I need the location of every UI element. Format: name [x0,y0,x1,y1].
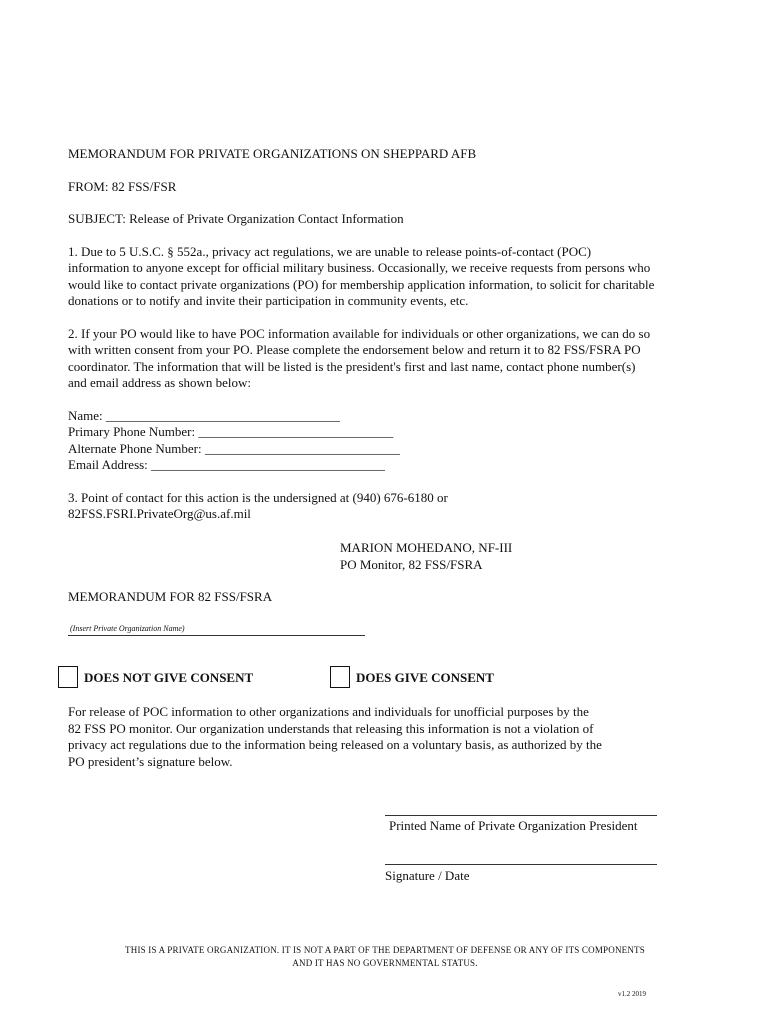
paragraph-line: PO president’s signature below. [68,753,233,769]
alternate-phone-field[interactable]: Alternate Phone Number: ______________________________ [68,440,400,456]
signer-title: PO Monitor, 82 FSS/FSRA [340,557,483,572]
paragraph-line: 3. Point of contact for this action is the undersigned at (940) 676-6180 or [68,489,448,505]
printed-name-line[interactable] [385,815,657,816]
email-field[interactable]: Email Address: ____________________________________ [68,457,386,472]
release-paragraph [68,704,602,770]
paragraph-line: would like to contact private organizations (PO) for membership application information, to solicit for charitable [68,276,655,292]
paragraph-1 [68,244,708,310]
contact-fields [68,408,708,474]
paragraph-line: For release of POC information to other organizations and individuals for unofficial purposes by the [68,704,589,719]
memo-subject: SUBJECT: Release of Private Organization Contact Information [68,211,404,226]
disclaimer-footer [0,944,770,970]
organization-name-field[interactable] [68,621,365,636]
paragraph-line: 82 FSS PO monitor. Our organization understands that releasing this information is not a violation of [68,720,594,736]
memorandum-body [68,146,708,539]
paragraph-line: 1. Due to 5 U.S.C. § 552a., privacy act regulations, we are unable to release points-of-contact (POC) [68,243,592,259]
no-consent-checkbox[interactable] [58,666,78,688]
paragraph-3 [68,490,708,523]
disclaimer-line-2: AND IT HAS NO GOVERNMENTAL STATUS. [292,958,478,968]
consent-checkbox[interactable] [330,666,350,688]
name-field[interactable]: Name: ____________________________________ [68,407,340,423]
paragraph-line: with written consent from your PO. Please complete the endorsement below and return it to 82 FSS/FSRA PO [68,342,641,357]
paragraph-line: and email address as shown below: [68,375,252,390]
endorsement-header: MEMORANDUM FOR 82 FSS/FSRA [68,589,273,604]
no-consent-label: DOES NOT GIVE CONSENT [84,670,254,685]
paragraph-line: privacy act regulations due to the information being released on a voluntary basis, as authorized by the [68,737,602,752]
consent-label: DOES GIVE CONSENT [356,670,494,685]
signer-name: MARION MOHEDANO, NF-III [340,540,513,555]
printed-name-label: Printed Name of Private Organization President [389,818,638,833]
organization-name-label: (Insert Private Organization Name) [70,624,185,633]
signature-block [340,539,512,573]
signature-line[interactable] [385,864,657,865]
signature-label: Signature / Date [385,868,470,883]
paragraph-line: 2. If your PO would like to have POC information available for individuals or other organizations, we can do so [68,325,651,341]
paragraph-line: coordinator. The information that will be listed is the president's first and last name, contact phone number(s) [68,358,636,374]
paragraph-line: donations or to notify and invite their participation in community events, etc. [68,293,469,308]
disclaimer-line-1: THIS IS A PRIVATE ORGANIZATION. IT IS NOT A PART OF THE DEPARTMENT OF DEFENSE OR ANY OF ITS COMPONENTS [125,945,645,955]
version-label: v1.2 2019 [618,990,646,998]
memo-header: MEMORANDUM FOR PRIVATE ORGANIZATIONS ON SHEPPARD AFB [68,146,477,161]
paragraph-line: information to anyone except for official military business. Occasionally, we receive requests from persons who [68,260,651,275]
contact-email: 82FSS.FSRI.PrivateOrg@us.af.mil [68,506,251,521]
paragraph-2 [68,326,708,392]
primary-phone-field[interactable]: Primary Phone Number: ______________________________ [68,424,394,439]
memo-from: FROM: 82 FSS/FSR [68,178,177,194]
